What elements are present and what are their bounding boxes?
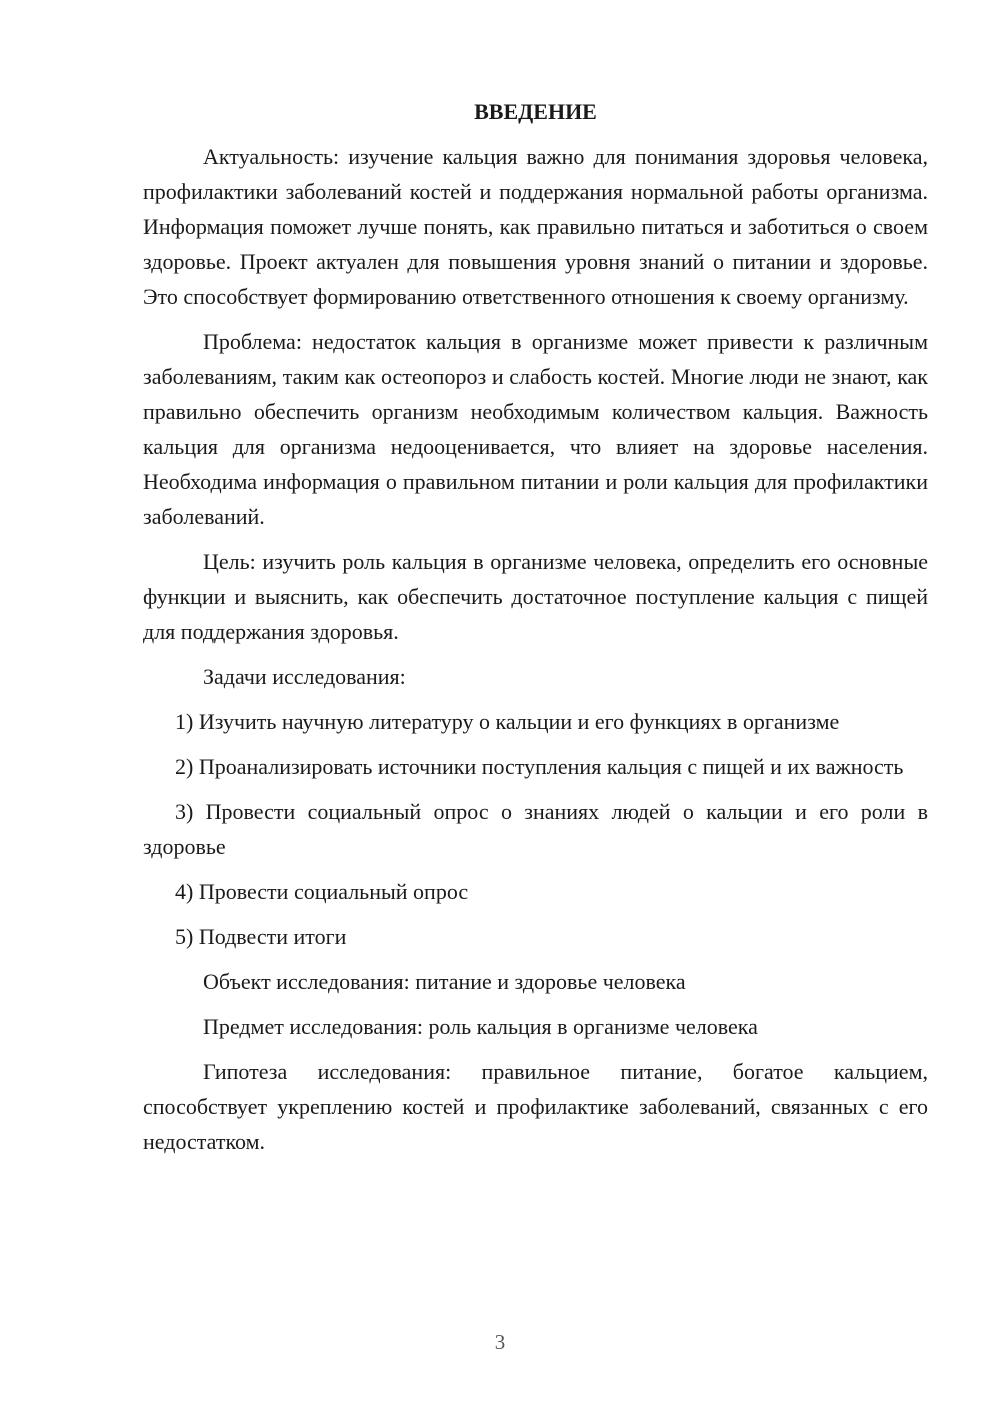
object-paragraph: Объект исследования: питание и здоровье человека: [203, 969, 686, 994]
task-item: 3) Провести социальный опрос о знаниях людей о кальции и его роли в здоровье: [143, 799, 928, 859]
subject-paragraph: Предмет исследования: роль кальция в организме человека: [203, 1014, 758, 1039]
task-item: 1) Изучить научную литературу о кальции и его функциях в организме: [175, 709, 840, 734]
task-item: 2) Проанализировать источники поступления кальция с пищей и их важность: [175, 754, 904, 779]
hypothesis-paragraph: Гипотеза исследования: правильное питание, богатое кальцием, способствует укреплению костей и профилактике заболеваний, связанных с его недостатком.: [143, 1059, 928, 1154]
relevance-paragraph: Актуальность: изучение кальция важно для понимания здоровья человека, профилактики заболеваний костей и поддержания нормальной работы организма. Информация поможет лучше понять, как правильно питаться и заботиться о своем здоровье. Проект актуален для повышения уровня знаний о питании и здоровье. Это способствует формированию ответственного отношения к своему организму.: [143, 144, 928, 309]
tasks-heading: Задачи исследования:: [203, 664, 406, 689]
goal-paragraph: Цель: изучить роль кальция в организме человека, определить его основные функции и выяснить, как обеспечить достаточное поступление кальция с пищей для поддержания здоровья.: [143, 549, 928, 644]
page-title: ВВЕДЕНИЕ: [474, 99, 597, 124]
task-item: 5) Подвести итоги: [175, 924, 347, 949]
page-number: 3: [494, 1330, 506, 1354]
document-page: [143, 94, 928, 1169]
problem-paragraph: Проблема: недостаток кальция в организме может привести к различным заболеваниям, таким как остеопороз и слабость костей. Многие люди не знают, как правильно обеспечить организм необходимым количеством кальция. Важность кальция для организма недооценивается, что влияет на здоровье населения. Необходима информация о правильном питании и роли кальция для профилактики заболеваний.: [143, 329, 928, 529]
task-item: 4) Провести социальный опрос: [175, 879, 469, 904]
